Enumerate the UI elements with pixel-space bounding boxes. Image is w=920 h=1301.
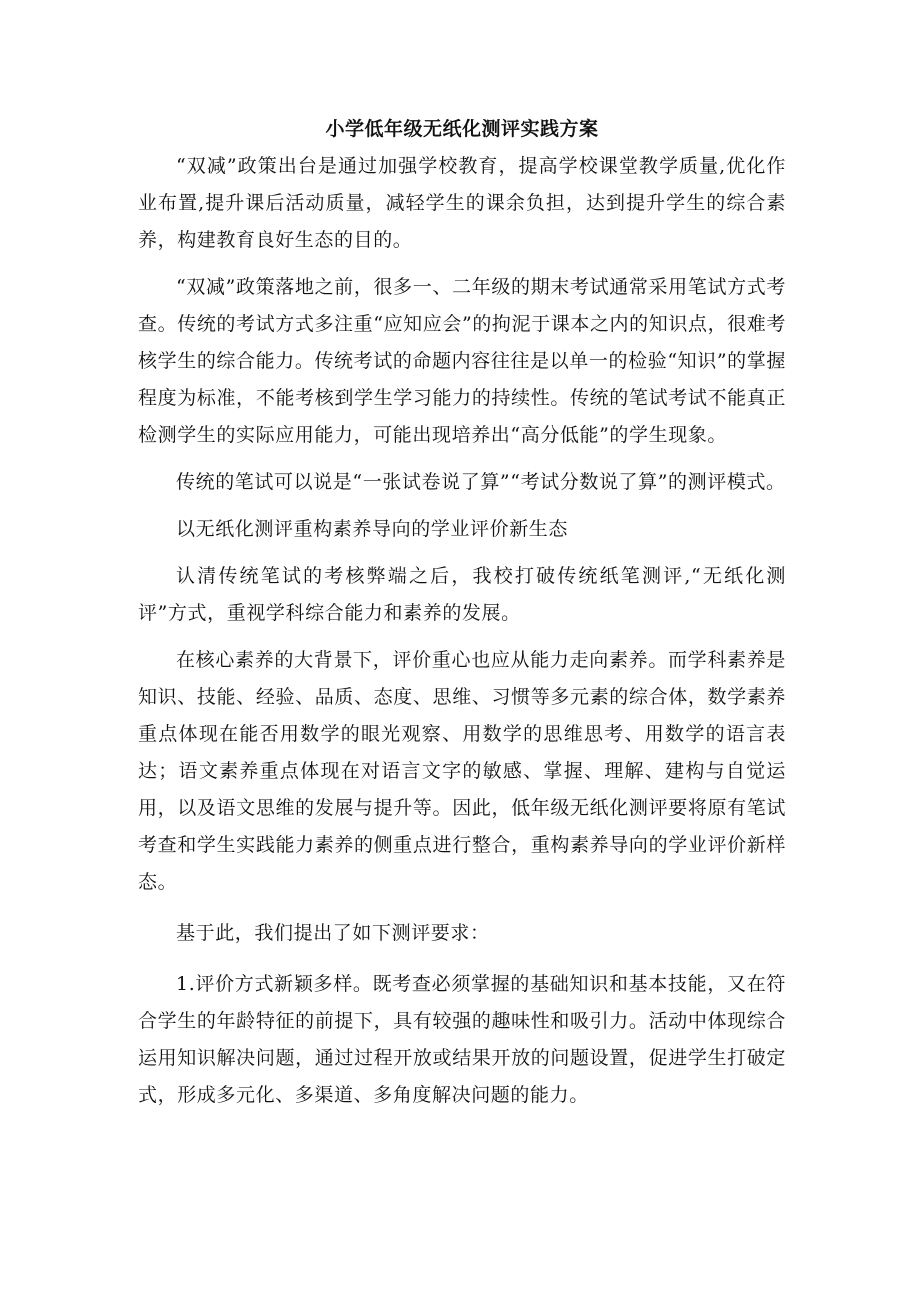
paragraph-double-reduction-policy: “双减”政策出台是通过加强学校教育，提高学校课堂教学质量,优化作业布置,提升课后活动质量，减轻学生的课余负担，达到提升学生的综合素养，构建教育良好生态的目的。 <box>138 155 786 251</box>
document-page <box>138 112 786 1114</box>
paragraph-requirements-intro: 基于此，我们提出了如下测评要求： <box>176 922 490 944</box>
section-heading-paperless-assessment: 以无纸化测评重构素养导向的学业评价新生态 <box>176 518 569 540</box>
paragraph-requirement-1: 1.评价方式新颖多样。既考查必须掌握的基础知识和基本技能，又在符合学生的年龄特征的前提下，具有较强的趣味性和吸引力。活动中体现综合运用知识解决问题，通过过程开放或结果开放的问题设置，促进学生打破定式，形成多元化、多渠道、多角度解决问题的能力。 <box>138 973 786 1106</box>
paragraph-traditional-exam: “双减”政策落地之前，很多一、二年级的期末考试通常采用笔试方式考查。传统的考试方式多注重“应知应会”的拘泥于课本之内的知识点，很难考核学生的综合能力。传统考试的命题内容往往是以单一的检验“知识”的掌握程度为标准，不能考核到学生学习能力的持续性。传统的笔试考试不能真正检测学生的实际应用能力，可能出现培养出“高分低能”的学生现象。 <box>138 276 786 446</box>
paragraph-one-paper-mode: 传统的笔试可以说是“一张试卷说了算”“考试分数说了算”的测评模式。 <box>176 471 786 493</box>
paragraph-school-initiative: 认清传统笔试的考核弊端之后，我校打破传统纸笔测评,“无纸化测评”方式，重视学科综合能力和素养的发展。 <box>138 565 786 624</box>
document-title: 小学低年级无纸化测评实践方案 <box>325 118 599 140</box>
paragraph-core-literacy: 在核心素养的大背景下，评价重心也应从能力走向素养。而学科素养是知识、技能、经验、品质、态度、思维、习惯等多元素的综合体，数学素养重点体现在能否用数学的眼光观察、用数学的思维思考、用数学的语言表达；语文素养重点体现在对语言文字的敏感、掌握、理解、建构与自觉运用，以及语文思维的发展与提升等。因此，低年级无纸化测评要将原有笔试考查和学生实践能力素养的侧重点进行整合，重构素养导向的学业评价新样态。 <box>138 649 786 893</box>
